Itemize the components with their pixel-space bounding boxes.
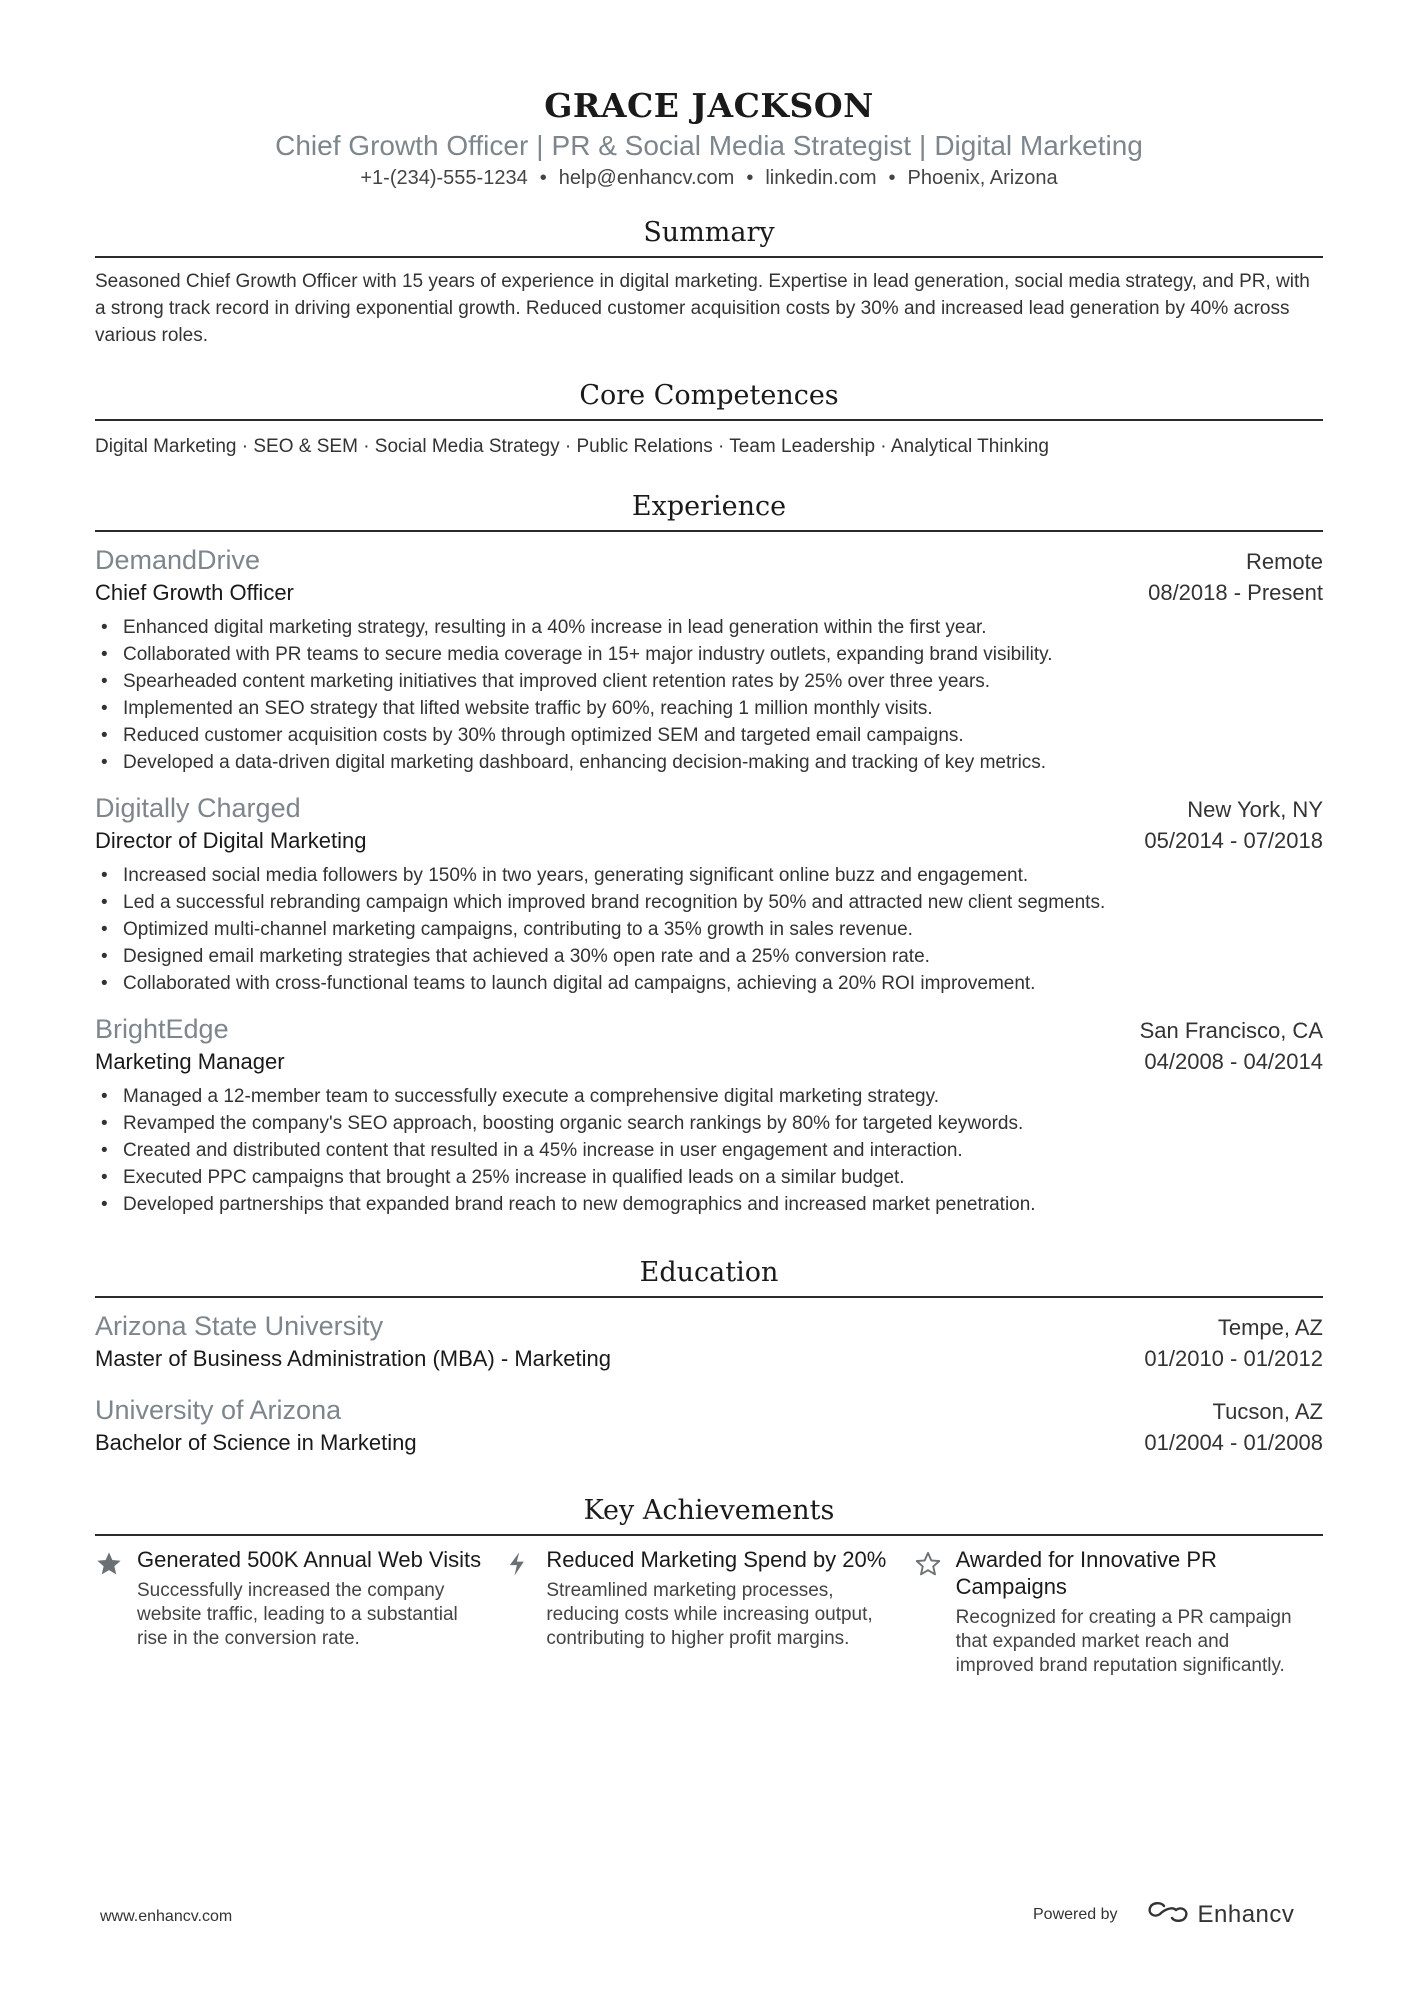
key-achievement [914,1546,1323,1678]
summary-text: Seasoned Chief Growth Officer with 15 years of experience in digital marketing. Expertise in lead generation, social media strategy, and PR, with a strong track record in driving exponential growth. Reduced customer acquisition costs by 30% and increased lead generation by 40% across various roles. [95,271,1310,346]
headline-item: Digital Marketing [934,130,1143,161]
job-title: Director of Digital Marketing [95,828,367,853]
degree: Master of Business Administration (MBA) - Marketing [95,1346,611,1371]
section-title: Core Competences [95,379,1323,421]
competences-section [95,379,1323,460]
bullet-item: • Collaborated with cross-functional teams to launch digital ad campaigns, achieving a 20% ROI improvement. [95,970,1323,997]
bullet-item: • Spearheaded content marketing initiatives that improved client retention rates by 25% over three years. [95,668,1323,695]
achievement-bullets [95,1083,1323,1218]
bullet-item: • Developed partnerships that expanded brand reach to new demographics and increased market penetration. [95,1191,1323,1218]
phone: +1-(234)-555-1234 [360,167,528,189]
job-dates: 04/2008 - 04/2014 [1144,1049,1323,1074]
resume-header [95,0,1323,192]
achievement-bullets [95,614,1323,776]
experience-entry [95,790,1323,997]
bullet-item: • Developed a data-driven digital marketing dashboard, enhancing decision-making and tracking of key metrics. [95,749,1323,776]
resume-page [95,0,1323,1678]
enhancv-logo-icon [1144,1900,1192,1929]
company-name: DemandDrive [95,545,261,575]
bullet-item: • Created and distributed content that resulted in a 45% increase in user engagement and interaction. [95,1137,1323,1164]
job-location: San Francisco, CA [1139,1018,1323,1043]
section-title: Experience [95,490,1323,532]
achievement-title: Generated 500K Annual Web Visits [137,1547,482,1572]
achievement-title: Awarded for Innovative PR Campaigns [955,1547,1217,1599]
headline: Chief Growth Officer | PR & Social Media Strategist | Digital Marketing [275,130,1143,161]
achievement-description: Successfully increased the company website traffic, leading to a substantial rise in the conversion rate. [137,1580,458,1649]
bullet-item: • Executed PPC campaigns that brought a 25% increase in qualified leads on a similar budget. [95,1164,1323,1191]
achievements-section [95,1494,1323,1678]
headline-item: PR & Social Media Strategist [551,130,912,161]
school-name: Arizona State University [95,1311,384,1341]
bullet-item: • Collaborated with PR teams to secure media coverage in 15+ major industry outlets, expanding brand visibility. [95,641,1323,668]
contact-info: +1-(234)-555-1234 • help@enhancv.com • linkedin.com • Phoenix, Arizona [360,167,1058,189]
experience-entry [95,1011,1323,1218]
section-title: Key Achievements [95,1494,1323,1536]
experience-section [95,490,1323,1218]
job-dates: 08/2018 - Present [1148,580,1323,605]
achievement-title: Reduced Marketing Spend by 20% [546,1547,887,1572]
school-name: University of Arizona [95,1395,342,1425]
bullet-item: • Designed email marketing strategies that achieved a 30% open rate and a 25% conversion rate. [95,943,1323,970]
bullet-item: • Revamped the company's SEO approach, boosting organic search rankings by 80% for targeted keywords. [95,1110,1323,1137]
achievement-description: Recognized for creating a PR campaign that expanded market reach and improved brand reputation significantly. [955,1607,1292,1676]
location: Phoenix, Arizona [907,167,1058,189]
enhancv-brand: Enhancv [1197,1900,1295,1928]
section-title: Education [95,1256,1323,1298]
bullet-item: • Optimized multi-channel marketing campaigns, contributing to a 35% growth in sales revenue. [95,916,1323,943]
star-filled-icon [95,1546,137,1678]
education-entry [95,1308,1323,1374]
key-achievement [95,1546,504,1678]
candidate-name: GRACE JACKSON [544,86,874,125]
email-link[interactable]: help@enhancv.com [558,167,735,189]
education-section [95,1256,1323,1458]
bullet-item: • Implemented an SEO strategy that lifted website traffic by 60%, reaching 1 million monthly visits. [95,695,1323,722]
bullet-item: • Increased social media followers by 150% in two years, generating significant online buzz and engagement. [95,862,1323,889]
education-entry [95,1392,1323,1458]
job-location: New York, NY [1187,797,1323,822]
education-dates: 01/2004 - 01/2008 [1144,1430,1323,1455]
summary-section [95,216,1323,349]
footer-branding [1033,1900,1294,1929]
section-title: Summary [95,216,1323,258]
degree: Bachelor of Science in Marketing [95,1430,417,1455]
achievement-description: Streamlined marketing processes, reducing costs while increasing output, contributing to higher profit margins. [546,1580,873,1649]
bullet-item: • Managed a 12-member team to successfully execute a comprehensive digital marketing strategy. [95,1083,1323,1110]
bullet-item: • Led a successful rebranding campaign which improved brand recognition by 50% and attracted new client segments. [95,889,1323,916]
job-location: Remote [1245,549,1323,574]
company-name: BrightEdge [95,1014,229,1044]
key-achievement [504,1546,913,1678]
lightning-bolt-icon [504,1546,546,1678]
school-location: Tucson, AZ [1212,1399,1323,1424]
achievement-bullets [95,862,1323,997]
footer-website-link[interactable]: www.enhancv.com [100,1908,233,1925]
job-dates: 05/2014 - 07/2018 [1144,828,1323,853]
company-name: Digitally Charged [95,793,301,823]
bullet-item: • Enhanced digital marketing strategy, resulting in a 40% increase in lead generation within the first year. [95,614,1323,641]
experience-entry [95,542,1323,776]
headline-item: Chief Growth Officer [275,130,529,161]
school-location: Tempe, AZ [1217,1315,1323,1340]
job-title: Chief Growth Officer [95,580,294,605]
powered-by-label: Powered by [1033,1905,1118,1923]
education-dates: 01/2010 - 01/2012 [1144,1346,1323,1371]
star-outline-icon [914,1546,956,1678]
job-title: Marketing Manager [95,1049,285,1074]
bullet-item: • Reduced customer acquisition costs by 30% through optimized SEM and targeted email campaigns. [95,722,1323,749]
competences-list: Digital Marketing · SEO & SEM · Social Media Strategy · Public Relations · Team Leadership · Analytical Thinking [95,436,1049,457]
linkedin-link[interactable]: linkedin.com [765,167,877,189]
